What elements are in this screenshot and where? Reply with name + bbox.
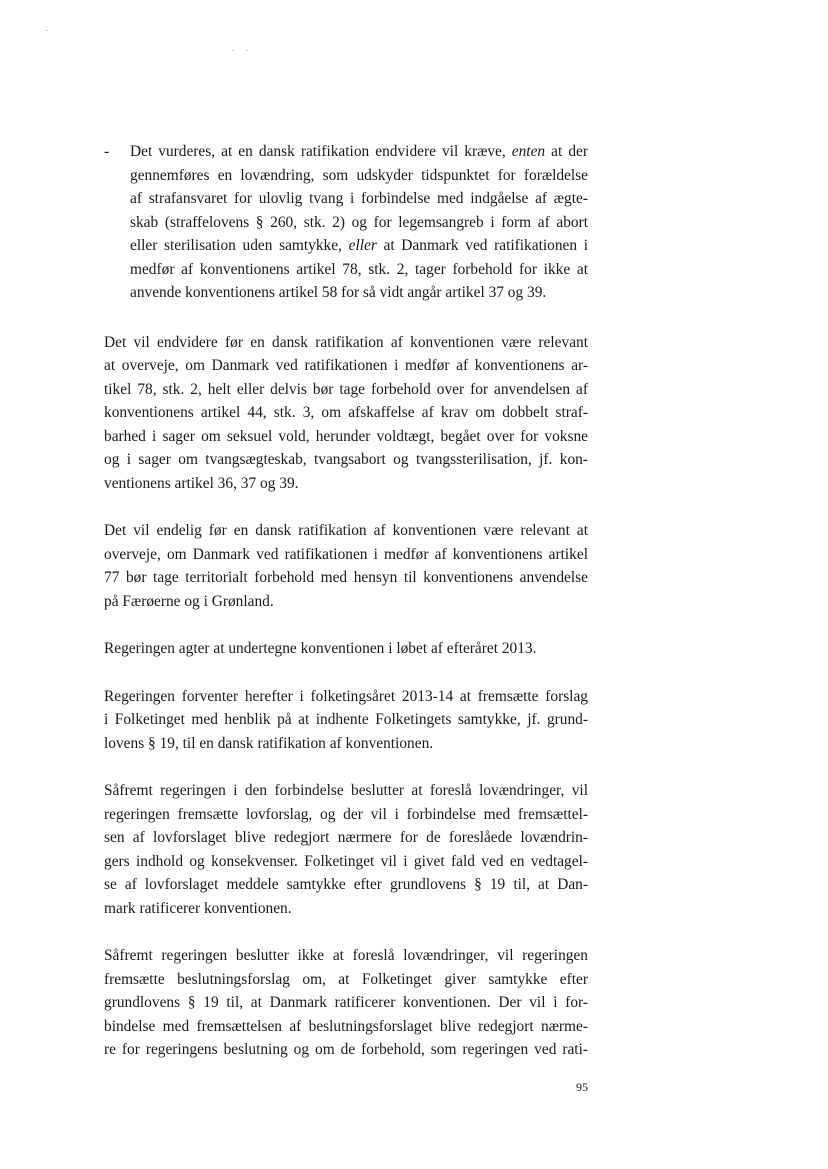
paragraph-line: konventionens artikel 44, stk. 3, om afskaffelse af krav om dobbelt straf-: [104, 404, 588, 421]
paragraph-line: at overveje, om Danmark ved ratifikationen i medfør af konventionens ar-: [104, 357, 588, 374]
bullet-line: skab (straffelovens § 260, stk. 2) og for legemsangreb i form af abort: [130, 213, 588, 231]
paragraph-line: Såfremt regeringen beslutter ikke at foreslå lovændringer, vil regeringen: [104, 947, 588, 964]
paragraph-line: gers indhold og konsekvenser. Folketinget vil i givet fald ved en vedtagel-: [104, 852, 588, 870]
paragraph-line: Regeringen forventer herefter i folketingsåret 2013-14 at fremsætte forslag: [104, 687, 588, 705]
page-number: 95: [576, 1080, 588, 1094]
paragraph-line: tikel 78, stk. 2, helt eller delvis bør tage forbehold over for anvendelsen af: [104, 380, 588, 398]
bullet-line: eller sterilisation uden samtykke, eller at Danmark ved ratifikationen i: [130, 237, 589, 254]
paragraph-line: fremsætte beslutningsforslag om, at Folketinget giver samtykke efter: [104, 970, 588, 988]
paragraph-line: mark ratificerer konventionen.: [104, 899, 292, 917]
paragraph-line: grundlovens § 19 til, at Danmark ratificerer konventionen. Der vil i for-: [104, 994, 588, 1011]
bullet-line: gennemføres en lovændring, som udskyder tidspunktet for forældelse: [130, 166, 588, 184]
scan-speck: [46, 30, 48, 31]
scan-speck: [232, 50, 234, 51]
paragraph: [104, 779, 588, 920]
paragraph: [104, 331, 588, 496]
bullet-item: [104, 140, 588, 305]
emphasis-text: enten: [511, 143, 546, 160]
document-body: [104, 140, 588, 1062]
paragraph-line: ventionens artikel 36, 37 og 39.: [104, 474, 299, 492]
emphasis-text: eller: [348, 237, 377, 254]
paragraph-line: Det vil endvidere før en dansk ratifikation af konventionen være relevant: [104, 333, 588, 351]
paragraph-line: i Folketinget med henblik på at indhente Folketingets samtykke, jf. grund-: [104, 711, 588, 728]
paragraph-line: på Færøerne og i Grønland.: [104, 592, 274, 610]
bullet-line: Det vurderes, at en dansk ratifikation endvidere vil kræve, enten at der: [130, 143, 588, 160]
paragraph-line: sen af lovforslaget blive redegjort nærmere for de foreslåede lovændrin-: [104, 829, 588, 846]
scan-speck: [246, 50, 248, 51]
paragraph: [104, 685, 588, 756]
paragraph: [104, 944, 588, 1062]
paragraph-line: Det vil endelig før en dansk ratifikation af konventionen være relevant at: [104, 522, 588, 539]
paragraph-line: Regeringen agter at undertegne konventionen i løbet af efteråret 2013.: [104, 640, 537, 657]
paragraph-line: overveje, om Danmark ved ratifikationen i medfør af konventionens artikel: [104, 545, 588, 563]
paragraph: [104, 637, 588, 661]
paragraph-line: 77 bør tage territorialt forbehold med hensyn til konventionens anvendelse: [104, 569, 588, 586]
bullet-line: af strafansvaret for ulovlig tvang i forbindelse med indgåelse af ægte-: [130, 190, 588, 207]
paragraph-line: regeringen fremsætte lovforslag, og der vil i forbindelse med fremsættel-: [104, 805, 588, 823]
paragraph-line: og i sager om tvangsægteskab, tvangsabort og tvangssterilisation, jf. kon-: [104, 451, 588, 468]
paragraph-line: Såfremt regeringen i den forbindelse beslutter at foreslå lovændringer, vil: [104, 782, 588, 799]
bullet-line: medfør af konventionens artikel 78, stk. 2, tager forbehold for ikke at: [130, 260, 588, 278]
paragraph: [104, 519, 588, 613]
paragraph-line: lovens § 19, til en dansk ratifikation af konventionen.: [104, 734, 434, 752]
bullet-marker: -: [104, 143, 110, 160]
paragraph-line: barhed i sager om seksuel vold, herunder voldtægt, begået over for voksne: [104, 427, 588, 445]
paragraph-line: se af lovforslaget meddele samtykke efter grundlovens § 19 til, at Dan-: [104, 876, 588, 893]
paragraph-line: re for regeringens beslutning og om de forbehold, som regeringen ved rati-: [104, 1041, 588, 1058]
bullet-line: anvende konventionens artikel 58 for så vidt angår artikel 37 og 39.: [130, 284, 547, 301]
paragraph-line: bindelse med fremsættelsen af beslutningsforslaget blive redegjort nærme-: [104, 1017, 588, 1035]
